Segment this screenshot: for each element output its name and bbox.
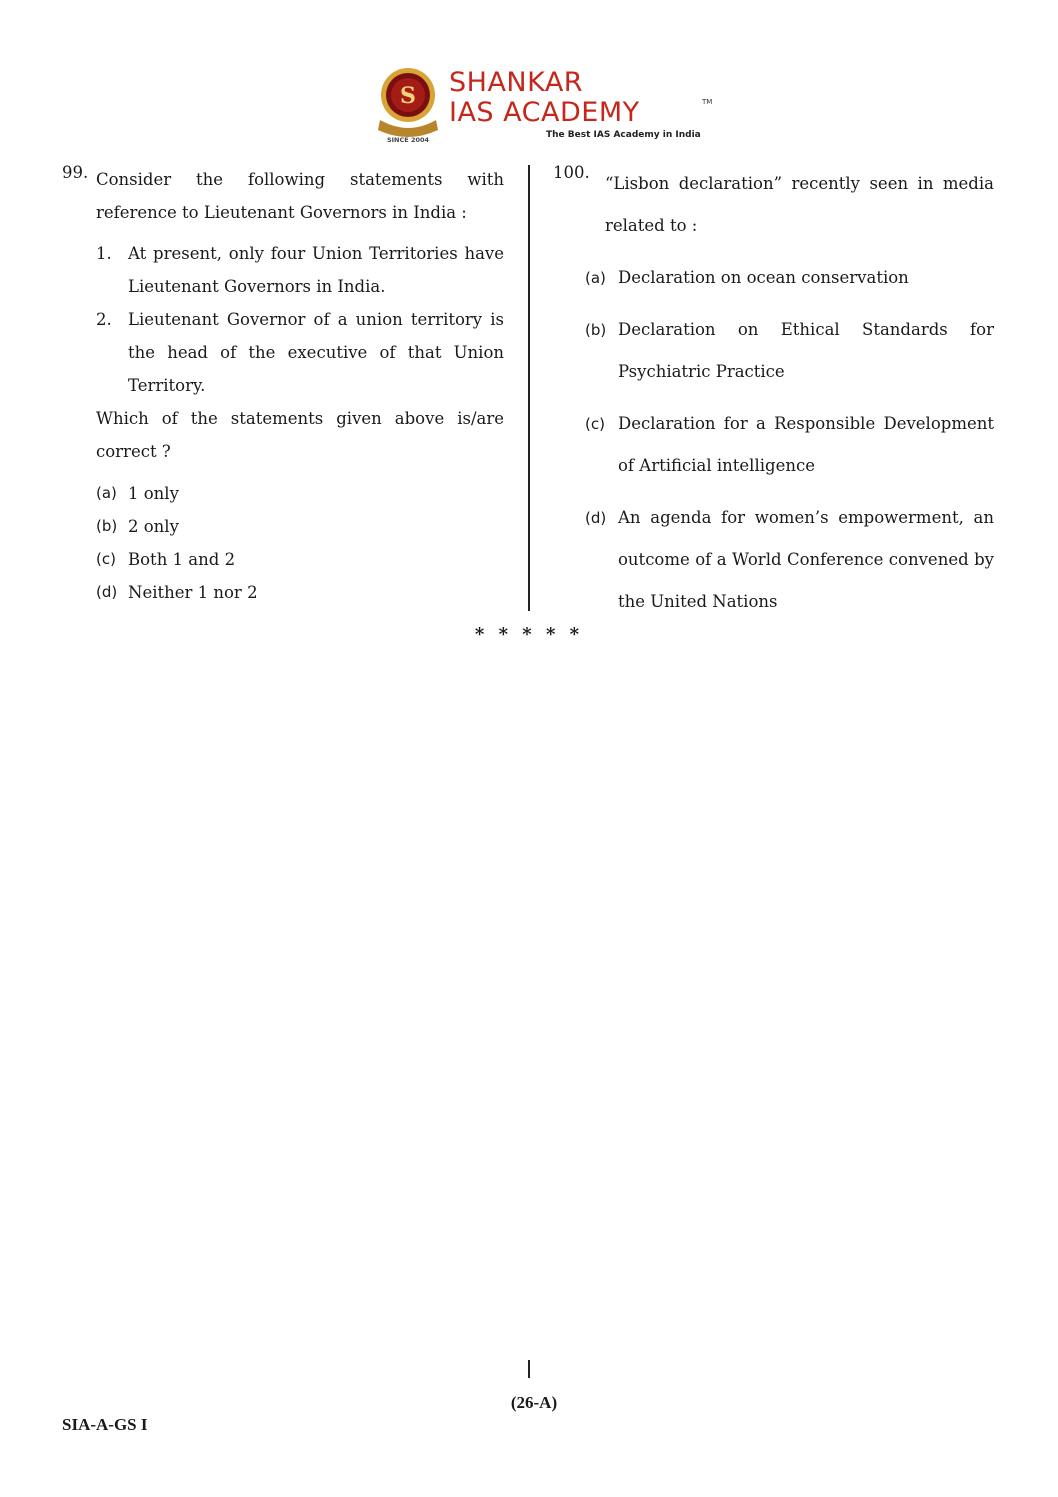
paper-code: SIA-A-GS I — [62, 1415, 148, 1434]
option-label: (b) — [96, 517, 118, 535]
academy-name — [449, 68, 640, 128]
options-list — [96, 477, 504, 609]
option-text: Declaration on Ethical Standards for Psychiatric Practice — [618, 320, 994, 381]
option-a — [585, 257, 994, 299]
academy-emblem — [372, 64, 444, 146]
option-text: Both 1 and 2 — [128, 550, 236, 569]
option-b — [585, 309, 994, 393]
option-label: (c) — [96, 550, 116, 568]
academy-name-line1: SHANKAR — [449, 67, 584, 98]
academy-name-line2: IAS ACADEMY — [449, 97, 640, 128]
option-b — [96, 510, 504, 543]
statement-number: 1. — [96, 244, 112, 263]
statement-text: Lieutenant Governor of a union territory is the head of the executive of that Union Territory. — [128, 310, 504, 395]
option-label: (d) — [585, 509, 607, 527]
statement-number: 2. — [96, 310, 112, 329]
question-100-header — [553, 163, 994, 247]
end-marker: * * * * * — [474, 624, 584, 645]
academy-tagline: The Best IAS Academy in India — [546, 130, 701, 140]
question-number: 99. — [62, 163, 89, 182]
page-number: (26-A) — [510, 1393, 558, 1412]
option-label: (b) — [585, 321, 607, 339]
question-text: “Lisbon declaration” recently seen in media related to : — [605, 174, 994, 235]
question-text: Consider the following statements with reference to Lieutenant Governors in India : — [96, 170, 504, 222]
statement-2 — [96, 303, 504, 402]
option-text: Neither 1 nor 2 — [128, 583, 258, 602]
option-d — [585, 497, 994, 623]
emblem-letter: S — [400, 83, 416, 109]
question-prompt: Which of the statements given above is/are correct ? — [96, 409, 504, 461]
question-99-header — [62, 163, 504, 229]
option-text: Declaration on ocean conservation — [618, 268, 909, 287]
option-text: An agenda for women’s empowerment, an outcome of a World Conference convened by the United Nations — [618, 508, 994, 611]
option-d — [96, 576, 504, 609]
option-a — [96, 477, 504, 510]
option-label: (a) — [96, 484, 117, 502]
option-c — [96, 543, 504, 576]
academy-logo — [372, 64, 722, 146]
options-list — [585, 257, 994, 623]
statement-1 — [96, 237, 504, 303]
trademark-mark: TM — [702, 98, 713, 106]
option-c — [585, 403, 994, 487]
page-divider-mark — [528, 1360, 530, 1378]
question-100 — [553, 163, 994, 633]
column-divider — [528, 165, 530, 611]
question-99 — [62, 163, 504, 609]
option-label: (d) — [96, 583, 118, 601]
statement-text: At present, only four Union Territories have Lieutenant Governors in India. — [128, 244, 504, 296]
question-number: 100. — [553, 163, 590, 182]
option-text: 2 only — [128, 517, 179, 536]
option-label: (a) — [585, 269, 606, 287]
emblem-since: SINCE 2004 — [386, 136, 430, 144]
option-label: (c) — [585, 415, 605, 433]
option-text: 1 only — [128, 484, 179, 503]
option-text: Declaration for a Responsible Development of Artificial intelligence — [618, 414, 994, 475]
